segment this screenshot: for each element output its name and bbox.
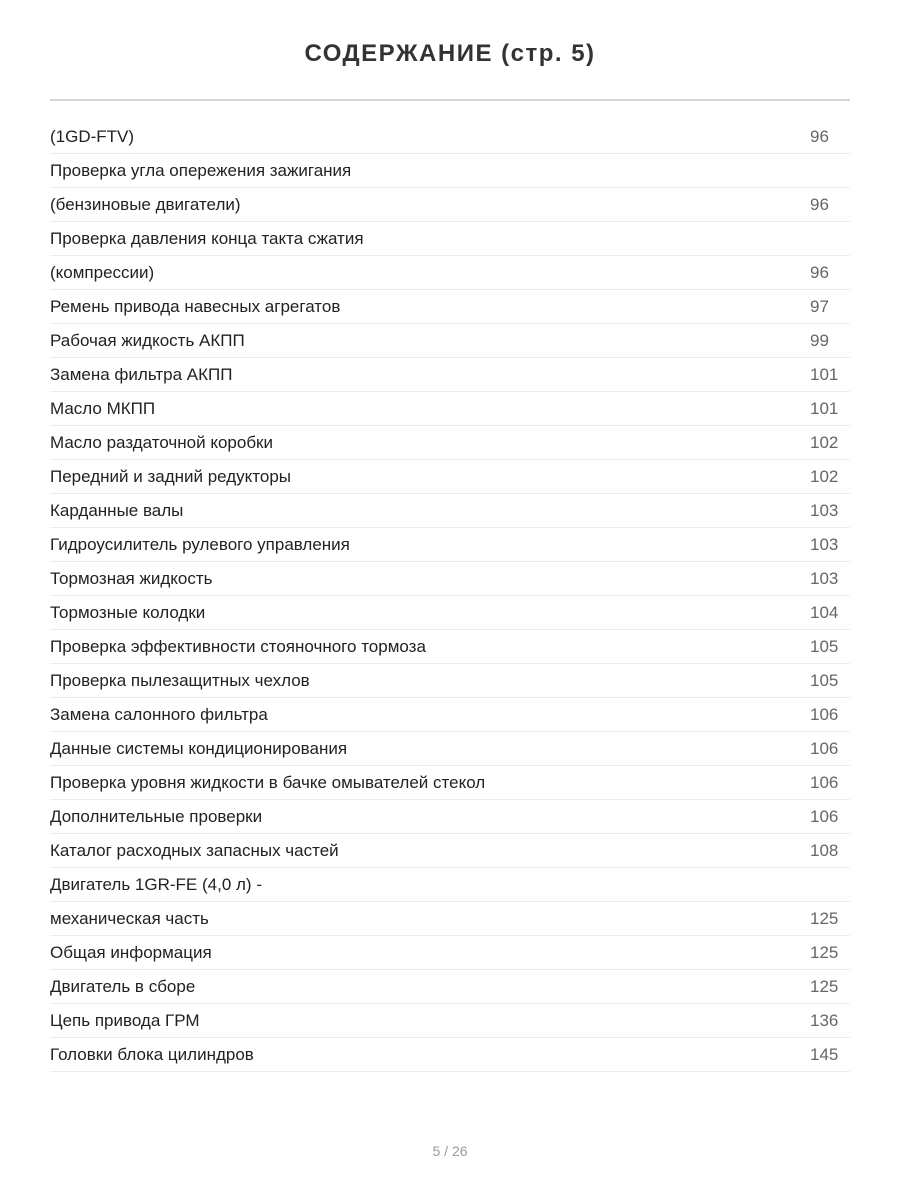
toc-entry-page: 101 <box>810 398 839 418</box>
toc-entry-page: 102 <box>810 466 839 486</box>
toc-entry[interactable] <box>50 732 850 766</box>
toc-entry[interactable] <box>50 256 850 290</box>
toc-entry[interactable] <box>50 834 850 868</box>
toc-entry-page: 102 <box>810 432 839 452</box>
page-title: СОДЕРЖАНИЕ (стр. 5) <box>304 40 596 67</box>
toc-entry[interactable] <box>50 800 850 834</box>
toc-entry-page: 125 <box>810 976 839 996</box>
toc-entry-title: Дополнительные проверки <box>50 806 263 826</box>
toc-entry[interactable] <box>50 868 850 902</box>
toc-entry[interactable] <box>50 222 850 256</box>
toc-entry-page: 106 <box>810 806 839 826</box>
toc-entry-title: (1GD-FTV) <box>50 126 135 146</box>
toc-entry-page: 136 <box>810 1010 839 1030</box>
toc-entry-title: Данные системы кондиционирования <box>50 738 348 758</box>
toc-entry[interactable] <box>50 290 850 324</box>
toc-entry[interactable] <box>50 936 850 970</box>
toc-entry[interactable] <box>50 528 850 562</box>
toc-entry-page: 97 <box>810 296 829 316</box>
toc-entry-title: (бензиновые двигатели) <box>50 194 241 214</box>
toc-entry-title: Рабочая жидкость АКПП <box>50 330 245 350</box>
toc-entry-page: 103 <box>810 568 839 588</box>
toc-entry[interactable] <box>50 392 850 426</box>
toc-entry[interactable] <box>50 494 850 528</box>
toc-entry-title: Передний и задний редукторы <box>50 466 292 486</box>
toc-entry-page: 106 <box>810 738 839 758</box>
table-of-contents <box>50 120 850 1072</box>
toc-entry-page: 103 <box>810 500 839 520</box>
toc-entry-title: Гидроусилитель рулевого управления <box>50 534 350 554</box>
toc-entry-page: 145 <box>810 1044 839 1064</box>
toc-entry[interactable] <box>50 426 850 460</box>
toc-entry[interactable] <box>50 1038 850 1072</box>
toc-entry-title: Цепь привода ГРМ <box>50 1010 200 1030</box>
toc-entry-page: 99 <box>810 330 829 350</box>
toc-entry[interactable] <box>50 1004 850 1038</box>
toc-entry-page: 105 <box>810 670 839 690</box>
toc-entry-title: механическая часть <box>50 908 209 928</box>
toc-entry-title: Масло раздаточной коробки <box>50 432 273 452</box>
toc-entry-page: 96 <box>810 126 829 146</box>
toc-entry-page: 101 <box>810 364 839 384</box>
toc-entry[interactable] <box>50 970 850 1004</box>
toc-entry-title: Общая информация <box>50 942 212 962</box>
toc-entry-title: Ремень привода навесных агрегатов <box>50 296 341 316</box>
toc-entry-title: Тормозная жидкость <box>50 568 213 588</box>
toc-entry-title: Головки блока цилиндров <box>50 1044 254 1064</box>
toc-entry-title: Карданные валы <box>50 500 184 520</box>
toc-entry-title: Замена фильтра АКПП <box>50 364 233 384</box>
toc-entry-title: Двигатель 1GR-FE (4,0 л) - <box>50 874 262 894</box>
toc-entry-title: Проверка пылезащитных чехлов <box>50 670 310 690</box>
toc-entry-title: Замена салонного фильтра <box>50 704 268 724</box>
toc-entry[interactable] <box>50 188 850 222</box>
toc-entry[interactable] <box>50 698 850 732</box>
toc-entry-page: 125 <box>810 942 839 962</box>
toc-entry-page: 105 <box>810 636 839 656</box>
toc-entry-title: Двигатель в сборе <box>50 976 196 996</box>
toc-entry-page: 106 <box>810 772 839 792</box>
toc-entry-page: 125 <box>810 908 839 928</box>
toc-entry-page: 106 <box>810 704 839 724</box>
toc-entry[interactable] <box>50 358 850 392</box>
toc-entry[interactable] <box>50 120 850 154</box>
toc-entry-title: (компрессии) <box>50 262 155 282</box>
toc-entry-page: 108 <box>810 840 839 860</box>
toc-entry[interactable] <box>50 324 850 358</box>
toc-entry-page: 104 <box>810 602 839 622</box>
toc-entry-page: 103 <box>810 534 839 554</box>
toc-entry-page: 96 <box>810 262 829 282</box>
toc-entry[interactable] <box>50 562 850 596</box>
toc-entry[interactable] <box>50 902 850 936</box>
toc-entry-title: Проверка давления конца такта сжатия <box>50 228 364 248</box>
toc-entry[interactable] <box>50 154 850 188</box>
toc-entry-title: Масло МКПП <box>50 398 156 418</box>
title-divider <box>50 99 850 101</box>
toc-entry-title: Каталог расходных запасных частей <box>50 840 339 860</box>
toc-entry[interactable] <box>50 596 850 630</box>
toc-entry-title: Проверка угла опережения зажигания <box>50 160 352 180</box>
toc-entry[interactable] <box>50 664 850 698</box>
page-number: 5 / 26 <box>432 1143 468 1159</box>
toc-entry[interactable] <box>50 460 850 494</box>
toc-entry[interactable] <box>50 630 850 664</box>
toc-entry-title: Тормозные колодки <box>50 602 206 622</box>
toc-entry-page: 96 <box>810 194 829 214</box>
toc-entry-title: Проверка эффективности стояночного тормоза <box>50 636 426 656</box>
toc-entry-title: Проверка уровня жидкости в бачке омывателей стекол <box>50 772 486 792</box>
toc-entry[interactable] <box>50 766 850 800</box>
